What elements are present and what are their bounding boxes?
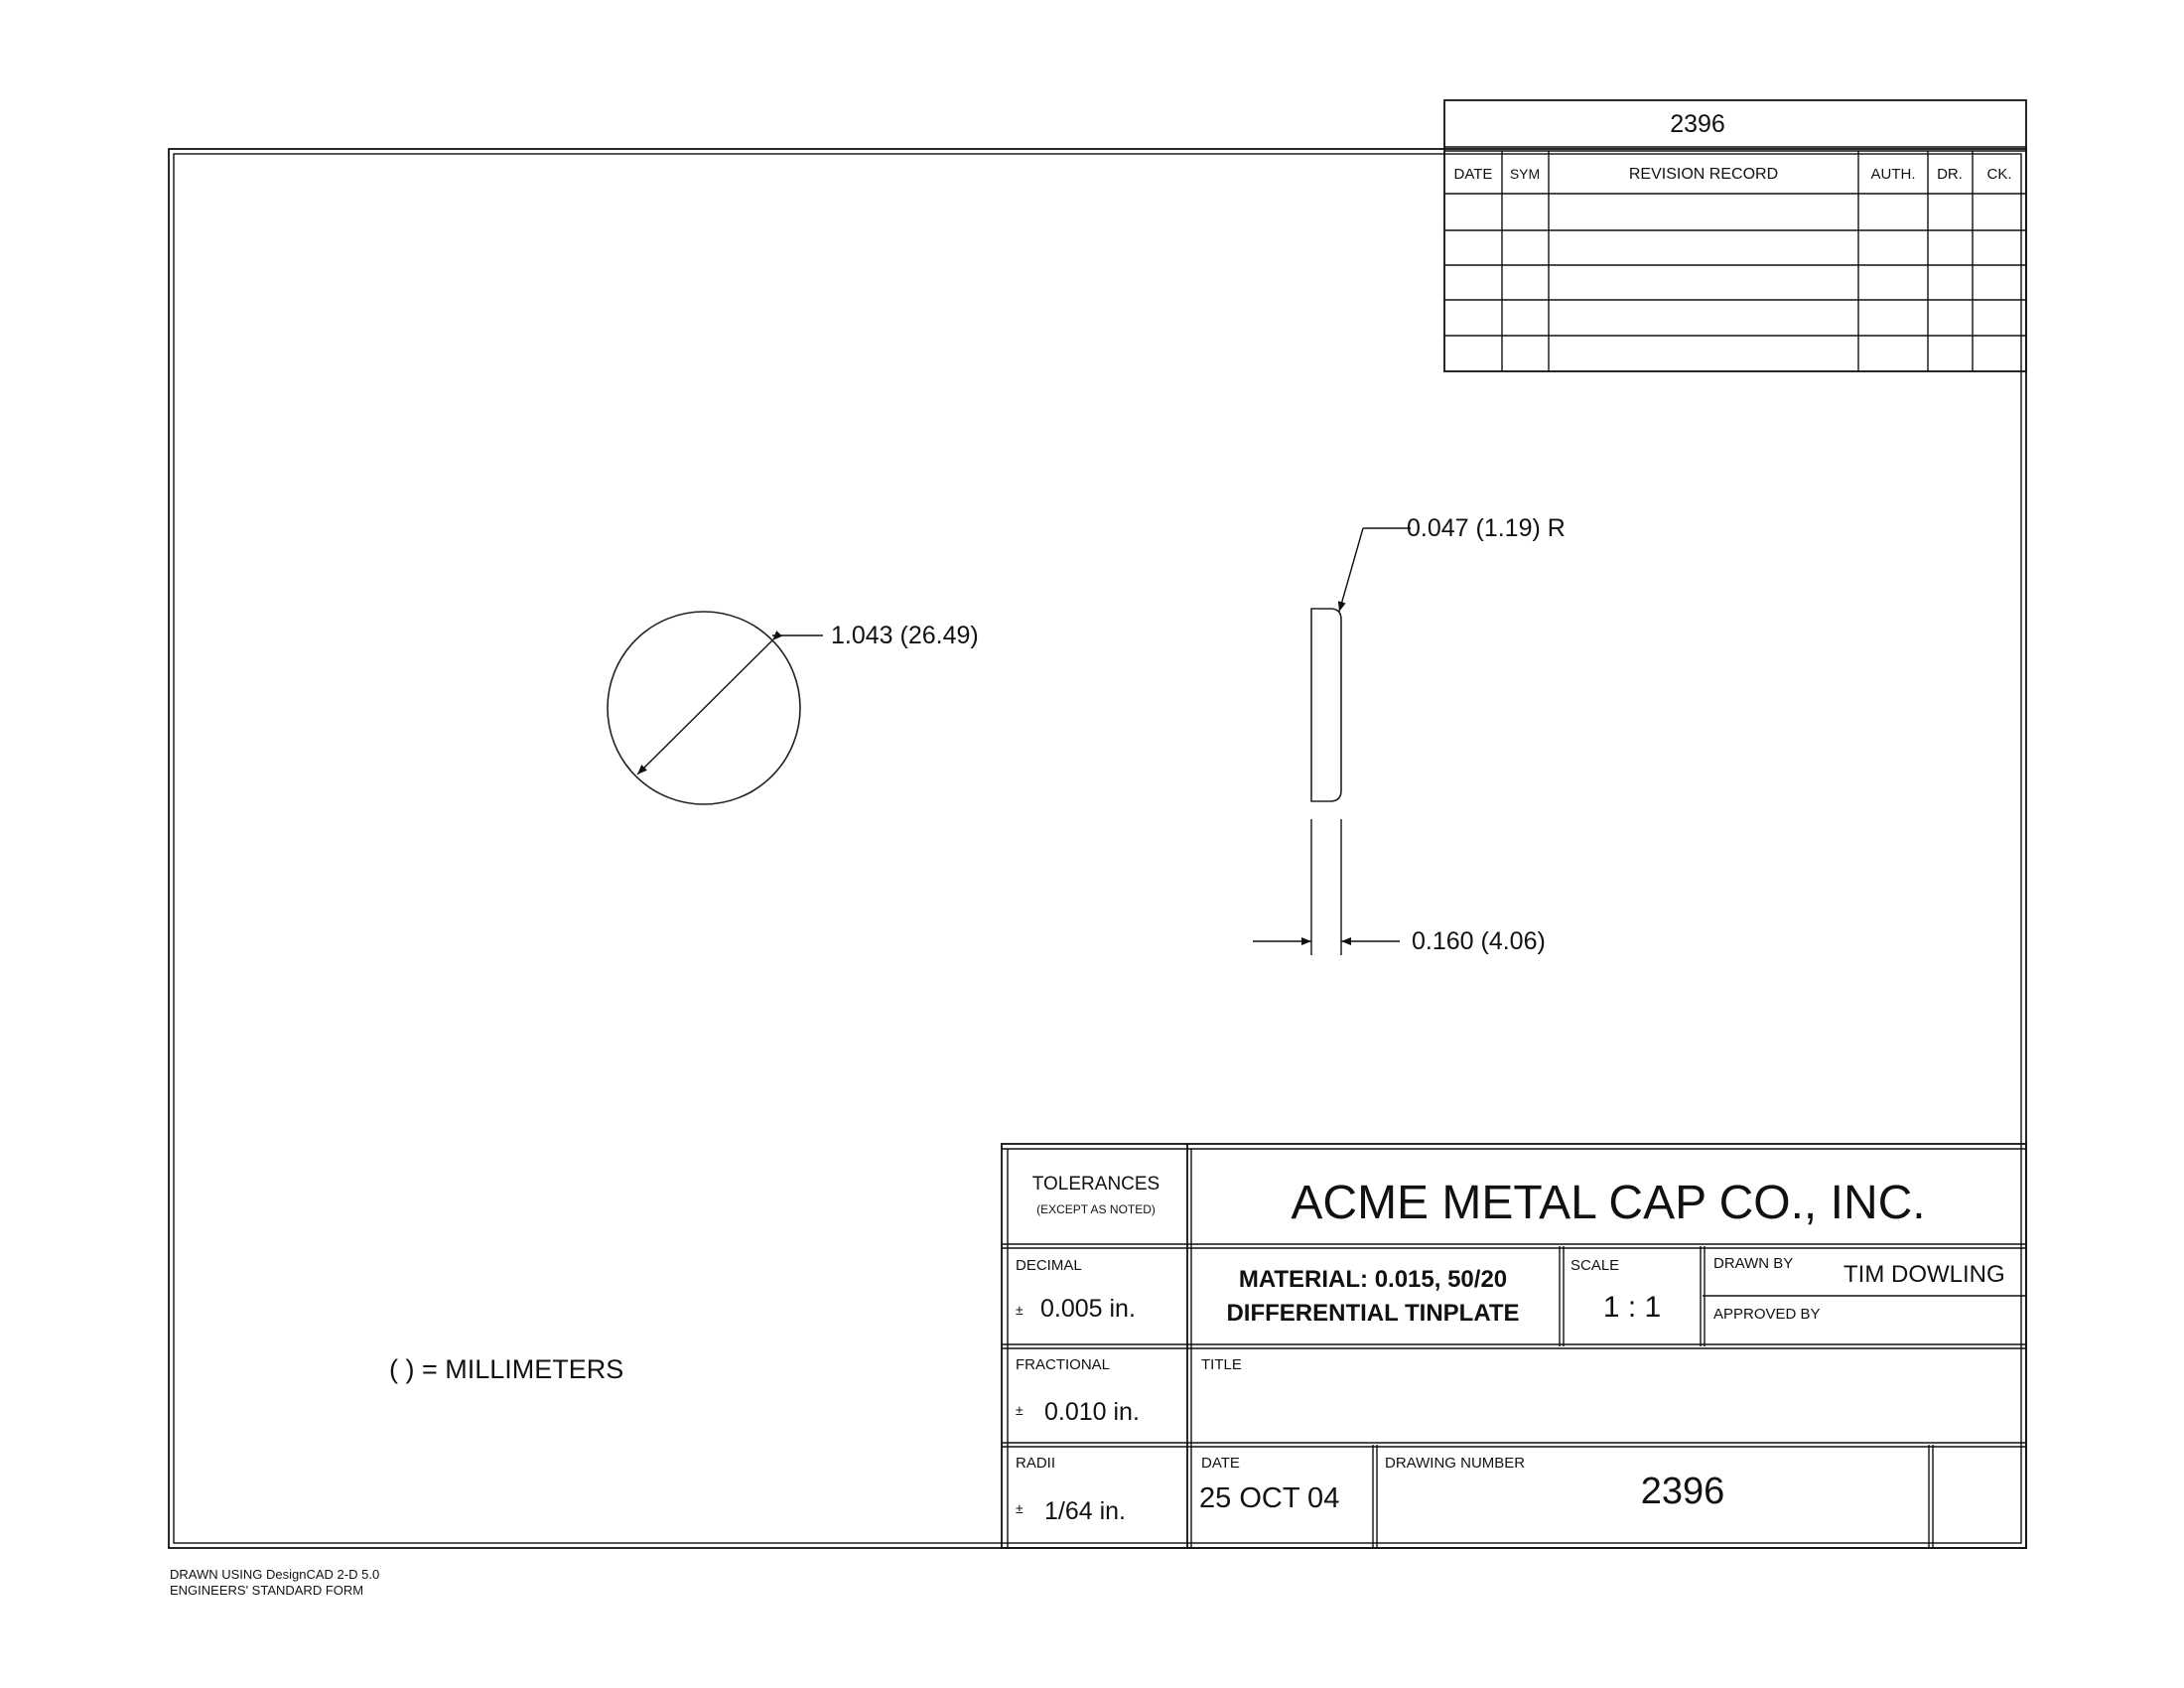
decimal-value: 0.005 in. xyxy=(1040,1295,1136,1323)
rev-header-sym: SYM xyxy=(1509,166,1541,182)
drawn-by-label: DRAWN BY xyxy=(1713,1255,1794,1272)
material-line-2: DIFFERENTIAL TINPLATE xyxy=(1226,1300,1520,1327)
date-label: DATE xyxy=(1201,1455,1240,1472)
tolerances-note: (EXCEPT AS NOTED) xyxy=(1036,1202,1156,1216)
date-value: 25 OCT 04 xyxy=(1199,1482,1340,1514)
fractional-value: 0.010 in. xyxy=(1044,1398,1140,1426)
rev-header-ck: CK. xyxy=(1986,166,2012,183)
scale-value: 1 : 1 xyxy=(1602,1291,1662,1324)
cap-edge-profile xyxy=(1311,609,1341,801)
diameter-dimension-line xyxy=(637,640,772,774)
scale-label: SCALE xyxy=(1570,1257,1620,1274)
footer-software: DRAWN USING DesignCAD 2-D 5.0 xyxy=(170,1567,380,1582)
radius-dimension-label: 0.047 (1.19) R xyxy=(1407,514,1566,542)
side-view xyxy=(1253,514,1566,955)
decimal-label: DECIMAL xyxy=(1016,1257,1082,1274)
drawing-number-value: 2396 xyxy=(1640,1471,1725,1512)
rev-header-date: DATE xyxy=(1453,166,1493,183)
fractional-plus-minus: ± xyxy=(1016,1402,1024,1418)
circle-view xyxy=(608,612,979,804)
tolerances-label: TOLERANCES xyxy=(1031,1174,1160,1195)
rev-header-dr: DR. xyxy=(1937,166,1963,183)
title-label: TITLE xyxy=(1201,1356,1242,1373)
decimal-plus-minus: ± xyxy=(1016,1302,1024,1318)
revision-block xyxy=(1444,100,2026,371)
radii-label: RADII xyxy=(1016,1455,1056,1472)
rev-header-revision-record: REVISION RECORD xyxy=(1628,166,1779,183)
fractional-label: FRACTIONAL xyxy=(1016,1356,1111,1373)
material-line-1: MATERIAL: 0.015, 50/20 xyxy=(1238,1266,1508,1293)
approved-by-label: APPROVED BY xyxy=(1713,1306,1821,1323)
diameter-dimension-label: 1.043 (26.49) xyxy=(831,622,979,649)
drawing-border xyxy=(169,149,2026,1548)
rev-header-auth: AUTH. xyxy=(1870,166,1916,183)
company-name: ACME METAL CAP CO., INC. xyxy=(1291,1177,1926,1229)
radius-leader-arrow xyxy=(1339,528,1363,612)
drawing-number-label: DRAWING NUMBER xyxy=(1385,1455,1526,1472)
revision-drawing-number: 2396 xyxy=(1670,110,1725,138)
radii-value: 1/64 in. xyxy=(1044,1497,1127,1525)
units-note: ( ) = MILLIMETERS xyxy=(389,1354,624,1384)
title-block xyxy=(1002,1144,2026,1548)
thickness-dimension-label: 0.160 (4.06) xyxy=(1412,927,1546,955)
radii-plus-minus: ± xyxy=(1016,1500,1024,1516)
drawn-by-value: TIM DOWLING xyxy=(1843,1261,2005,1288)
footer-form: ENGINEERS' STANDARD FORM xyxy=(170,1583,364,1598)
